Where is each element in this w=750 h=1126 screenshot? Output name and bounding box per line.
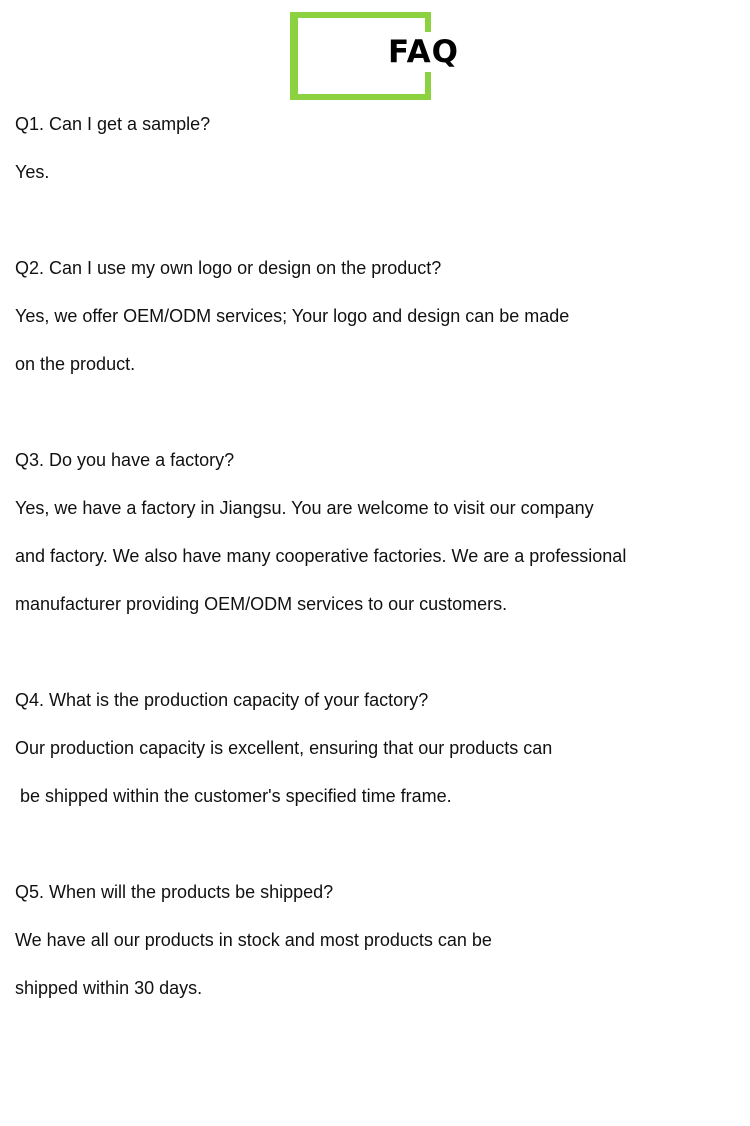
faq-header [0, 0, 750, 100]
question-4: Q4. What is the production capacity of your factory? [15, 690, 429, 710]
question-2: Q2. Can I use my own logo or design on the product? [15, 258, 442, 278]
answer-3-line-3: manufacturer providing OEM/ODM services to our customers. [15, 594, 508, 614]
question-5: Q5. When will the products be shipped? [15, 882, 334, 902]
answer-2-line-1: Yes, we offer OEM/ODM services; Your logo and design can be made [15, 306, 570, 326]
answer-4-line-2: be shipped within the customer's specified time frame. [15, 786, 452, 806]
question-3: Q3. Do you have a factory? [15, 450, 235, 470]
answer-4-line-1: Our production capacity is excellent, ensuring that our products can [15, 738, 553, 758]
answer-1-line-1: Yes. [15, 162, 50, 182]
question-1: Q1. Can I get a sample? [15, 114, 211, 134]
answer-2-line-2: on the product. [15, 354, 136, 374]
answer-3-line-2: and factory. We also have many cooperative factories. We are a professional [15, 546, 627, 566]
answer-3-line-1: Yes, we have a factory in Jiangsu. You are welcome to visit our company [15, 498, 594, 518]
faq-title: FAQ [388, 34, 459, 70]
answer-5-line-1: We have all our products in stock and most products can be [15, 930, 492, 950]
answer-5-line-2: shipped within 30 days. [15, 978, 203, 998]
